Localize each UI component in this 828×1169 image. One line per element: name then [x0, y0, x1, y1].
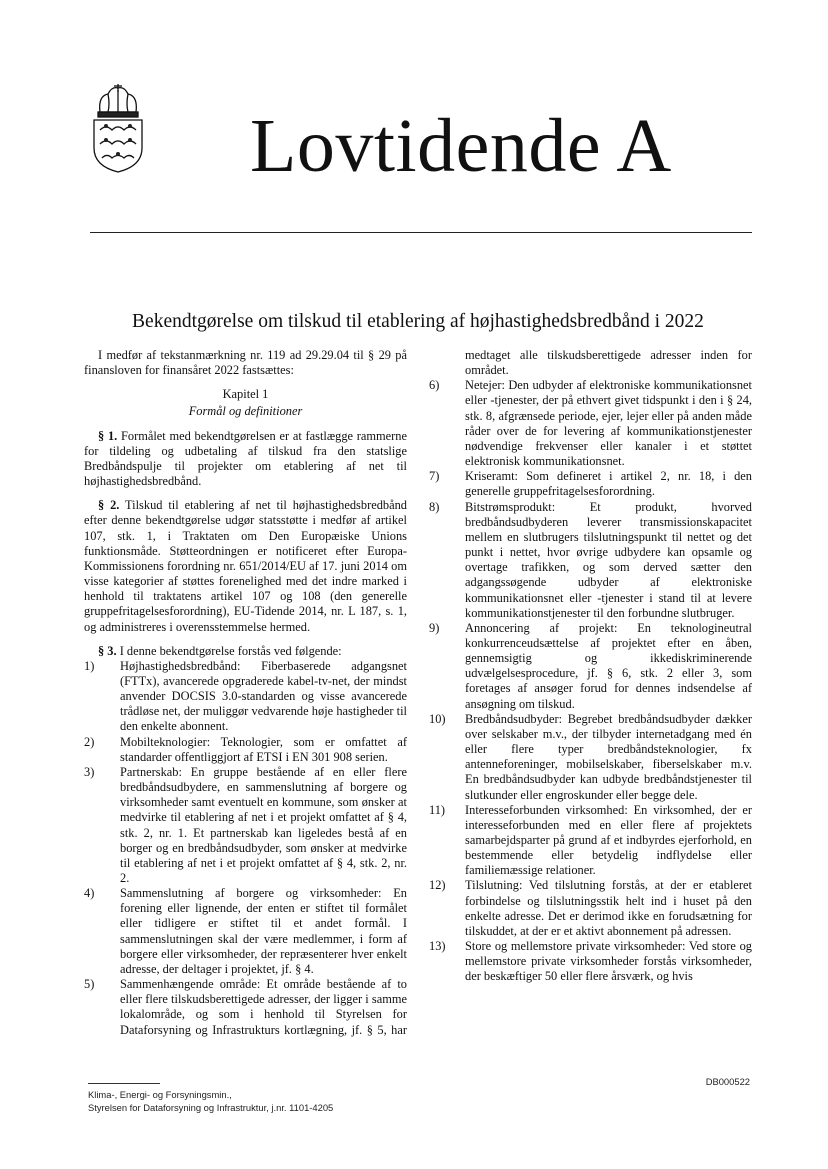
section-2-label: § 2.	[98, 498, 120, 513]
definition-item	[84, 659, 407, 735]
section-3-label: § 3.	[98, 643, 117, 658]
chapter-heading: Kapitel 1	[222, 387, 269, 402]
definition-number: 3)	[84, 764, 95, 779]
definition-item	[429, 621, 752, 712]
definition-number: 8)	[429, 499, 440, 514]
definition-item	[429, 500, 752, 621]
definition-number: 12)	[429, 878, 446, 893]
definition-text: Bitstrømsprodukt: Et produkt, hvorved bredbåndsudbyderen leverer transmissionskapacitet mellem en slutbrugers tilslutningspunkt til nettet og det punkt i nettet, hvor øvrige udbydere kan opsamle og overtage trafikken, og som derved sætter den adgangssøgende udbyder af elektroniske kommunikationsnet eller -tjenester i stand til at levere kommunikationstjenester til den forbundne slutbruger.	[465, 499, 752, 620]
section-1-text: Formålet med bekendtgørelsen er at fastlægge rammerne for tildeling og udbetaling af tilskud fra den statslige Bredbåndspulje til projekter om etablering af net til højhastighedsbredbånd.	[84, 428, 407, 489]
definition-text: Annoncering af projekt: En teknologineutral konkurrenceudsættelse af projektet efter en åben, gennemsigtig og ikkediskriminerende udvælgelsesprocedure, jf. § 6, stk. 2 eller 3, som foretages af ansøger forud for dennes indsendelse af ansøgning om tilskud.	[465, 620, 752, 711]
definition-number: 10)	[429, 711, 446, 726]
section-2-text: Tilskud til etablering af net til højhastighedsbredbånd efter denne bekendtgørelse udgør statsstøtte i medfør af artikel 107, stk. 1, i Traktaten om Den Europæiske Unions funktionsmåde. Støtteordningen er notificeret efter Europa-Kommissionens forordning nr. 651/2014/EU af 17. juni 2014 om visse kategorier af støttes forenelighed med det indre marked i henhold til traktatens artikel 107 og 108 (den generelle gruppefritagelsesforordning), EU-Tidende 2014, nr. L 187, s. 1, og administreres i overensstemmelse hermed.	[84, 498, 407, 634]
definition-number: 6)	[429, 378, 440, 393]
definition-item	[84, 886, 407, 977]
document-title: Bekendtgørelse om tilskud til etablering af højhastighedsbredbånd i 2022	[132, 311, 704, 332]
definition-item	[429, 803, 752, 879]
definition-text: Kriseramt: Som defineret i artikel 2, nr. 18, i den generelle gruppefritagelsesforordning.	[465, 469, 752, 499]
footnote-ministry: Klima-, Energi- og Forsyningsmin.,	[88, 1089, 232, 1100]
document-body	[84, 348, 752, 1060]
definition-number: 2)	[84, 734, 95, 749]
definition-text: Tilslutning: Ved tilslutning forstås, at der er etableret forbindelse og tilslutningsstik helt ind i huset på den enkelte adresse. Det er derimod ikke en forudsætning for tilskuddet, at der er et aktivt abonnement på adressen.	[465, 878, 752, 938]
footnote-rule	[88, 1083, 160, 1084]
definition-text: Netejer: Den udbyder af elektroniske kommunikationsnet eller -tjenester, der på ethvert givet tidspunkt i den i § 24, stk. 8, afgrænsede periode, ejer, lejer eller på anden måde råder over de for levering af kommunikationstjenester nødvendige frekvenser eller kanaler i et støttet elektronisk kommunikationsnet.	[465, 378, 752, 469]
section-2	[84, 498, 407, 634]
definition-number: 11)	[429, 802, 446, 817]
definition-item	[429, 939, 752, 984]
definition-number: 4)	[84, 886, 95, 901]
definition-number: 9)	[429, 620, 440, 635]
definition-number: 13)	[429, 939, 446, 954]
section-1	[84, 429, 407, 490]
header-rule	[90, 232, 752, 233]
coat-of-arms-icon	[86, 82, 150, 174]
definition-item	[84, 765, 407, 886]
masthead-title: Lovtidende A	[250, 104, 672, 188]
definition-text: Højhastighedsbredbånd: Fiberbaserede adgangsnet (FTTx), avancerede opgraderede kabel-tv-net, der mindst anvender DOCSIS 3.0-standarden og visse avancerede trådløse net, der muliggør vedvarende høje hastigheder til den enkelte abonnent.	[120, 658, 407, 734]
definition-item	[429, 378, 752, 469]
footnote-reference: Styrelsen for Dataforsyning og Infrastruktur, j.nr. 1101-4205	[88, 1102, 334, 1113]
definition-item	[429, 878, 752, 939]
definition-text: Sammenslutning af borgere og virksomheder: En forening eller lignende, der enten er stiftet til formålet eller tidligere er stiftet til et andet formål. I sammenslutningen skal der være medlemmer, i form af borgere eller virksomheder, der repræsenterer hver enkelt adresse, der deltager i projektet, jf. § 4.	[120, 886, 407, 976]
definition-number: 7)	[429, 469, 440, 484]
section-1-label: § 1.	[98, 428, 118, 443]
chapter-title: Formål og definitioner	[188, 404, 303, 419]
definition-text: Bredbåndsudbyder: Begrebet bredbåndsudbyder dækker over selskaber m.v., der tilbyder internetadgang med én eller flere typer bredbåndsteknologier, fx antenneforeninger, mobilselskaber, fiberselskaber m.v. En bredbåndsudbyder kan udbyde bredbåndstjenester til slutkunder eller engroskunder eller begge dele.	[465, 711, 752, 802]
document-number: DB000522	[705, 1076, 750, 1087]
preamble: I medfør af tekstanmærkning nr. 119 ad 29.29.04 til § 29 på finansloven for finansåret 2022 fastsættes:	[84, 348, 407, 378]
definition-item	[429, 469, 752, 499]
section-3	[84, 644, 407, 659]
footnote	[88, 1088, 333, 1114]
definition-text: Store og mellemstore private virksomheder: Ved store og mellemstore private virksomheder forstås virksomheder, der beskæftiger 50 eller flere årsværk, og hvis	[465, 939, 752, 984]
section-3-text: I denne bekendtgørelse forstås ved følgende:	[116, 643, 342, 658]
definition-text: Partnerskab: En gruppe bestående af en eller flere bredbåndsudbydere, en sammenslutning af borgere og virksomheder samt eventuelt en kommune, som ønsker at medvirke til etablering af net i et projekt omfattet af § 4, stk. 2, nr. 1. Et partnerskab kan ligeledes bestå af en borger og en bredbåndsudbyder, som ønsker at medvirke til etablering af net i et projekt omfattet af § 4, stk. 2, nr. 2.	[120, 764, 407, 885]
definition-text: Sammenhængende område: Et område bestående af to eller flere tilskudsberettigede adresser, der ligger i samme lokalområde, og som i henhold til Styrelsen for Dataforsyning og Infrastrukturs kortlægning, jf. § 5, har medtaget alle tilskudsberettigede adresser inden for området.	[120, 348, 752, 1037]
definition-item	[84, 735, 407, 765]
definition-item	[429, 712, 752, 803]
definition-number: 5)	[84, 977, 95, 992]
definition-text: Interesseforbunden virksomhed: En virksomhed, der er interesseforbunden med en eller flere af projektets samarbejdsparter på grund af et indbyrdes ejerforhold, en bestemmende eller betydelig indflydelse eller familiemæssige relationer.	[465, 802, 752, 878]
definition-text: Mobilteknologier: Teknologier, som er omfattet af standarder offentliggjort af ETSI i EN 301 908 serien.	[120, 734, 407, 764]
definition-number: 1)	[84, 658, 95, 673]
